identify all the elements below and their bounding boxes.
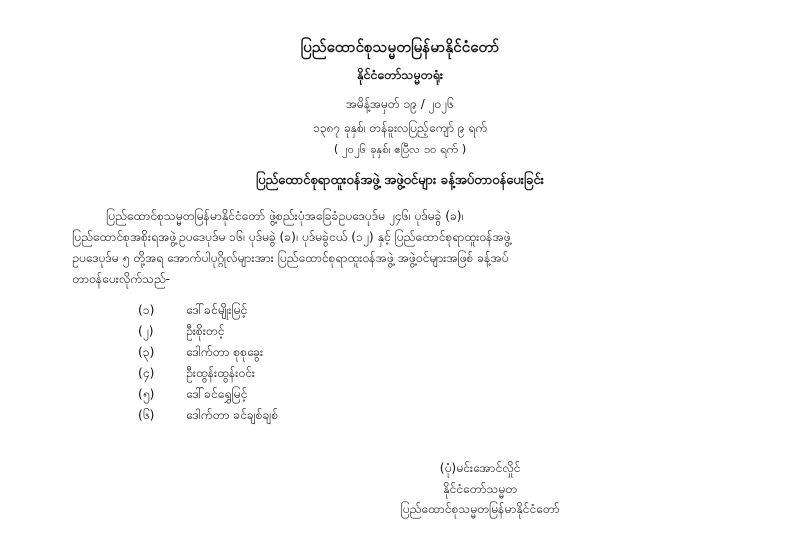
document-title: ပြည်ထောင်စုသမ္မတမြန်မာနိုင်ငံတော် xyxy=(300,38,500,56)
list-item xyxy=(138,363,740,384)
document-heading: ပြည်ထောင်စုရာထူးဝန်အဖွဲ့ အဖွဲ့ဝင်များ ခန့်အပ်တာဝန်ပေးခြင်း xyxy=(256,172,544,188)
date-line-myanmar: ၁၃၈၇ ခုနှစ်၊ တန်ခူးလပြည့်ကျော် ၉ ရက် xyxy=(313,121,487,136)
signature-position: နိုင်ငံတော်သမ္မတ xyxy=(443,481,517,496)
list-item-index: (၄) xyxy=(138,365,155,380)
appointee-list xyxy=(60,300,740,426)
list-item-index: (၃) xyxy=(138,344,155,359)
list-item-index: (၂) xyxy=(138,323,154,338)
signature-organization: ပြည်ထောင်စုသမ္မတမြန်မာနိုင်ငံတော် xyxy=(400,502,560,517)
body-paragraph-1: ပြည်ထောင်စုသမ္မတမြန်မာနိုင်ငံတော် ဖွဲ့စည်းပုံအခြေခံဥပဒေပုဒ်မ ၂၄၆၊ ပုဒ်မခွဲ (ခ)၊ xyxy=(106,209,464,223)
list-item xyxy=(138,342,740,363)
body-paragraph-3: ဥပဒေပုဒ်မ ၅ တို့အရ အောက်ပါပုဂ္ဂိုလ်များအား ပြည်ထောင်စုရာထူးဝန်အဖွဲ့ အဖွဲ့ဝင်များအဖြစ် ခန့်အပ် xyxy=(72,250,509,265)
signature-block xyxy=(60,458,740,520)
list-item-index: (၅) xyxy=(138,386,155,401)
date-line-gregorian: ( ၂၀၂၆ ခုနှစ်၊ ဧပြီလ ၁၀ ရက် ) xyxy=(333,142,467,157)
list-item-index: (၆) xyxy=(138,407,155,422)
body-paragraph-2: ပြည်ထောင်စုအစိုးရအဖွဲ့ဥပဒေပုဒ်မ ၁၆၊ ပုဒ်မခွဲ (ခ)၊ ပုဒ်မခွဲငယ် (၁၂) နှင့် ပြည်ထောင်စုရာထူးဝန်အဖွဲ့ xyxy=(72,229,511,244)
list-item-name: ဦးထွန်းထွန်းဝင်း xyxy=(186,365,255,380)
list-item-name: ဒေါက်တာ စုစုခွေး xyxy=(186,344,264,359)
document-body xyxy=(60,206,740,290)
list-item xyxy=(138,384,740,405)
list-item-name: ဒေါ်ခင်ရွှေမြင့် xyxy=(186,386,248,401)
list-item-name: ဒေါက်တာ ခင်ချစ်ချစ် xyxy=(186,407,279,422)
list-item-name: ဒေါ်ခင်မျိုးမြင့် xyxy=(186,302,248,317)
list-item-index: (၁) xyxy=(138,302,155,317)
document-subtitle: နိုင်ငံတော်သမ္မတရုံး xyxy=(356,66,444,82)
list-item xyxy=(138,300,740,321)
list-item xyxy=(138,321,740,342)
signature-name: (ပုံ)မင်းအောင်လှိုင် xyxy=(439,460,521,475)
order-number: အမိန့်အမှတ် ၁၉ / ၂၀၂၆ xyxy=(346,97,454,112)
body-paragraph-4: တာဝန်ပေးလိုက်သည်- xyxy=(72,271,171,286)
list-item xyxy=(138,405,740,426)
list-item-name: ဦးစိုးတင့် xyxy=(186,323,225,338)
